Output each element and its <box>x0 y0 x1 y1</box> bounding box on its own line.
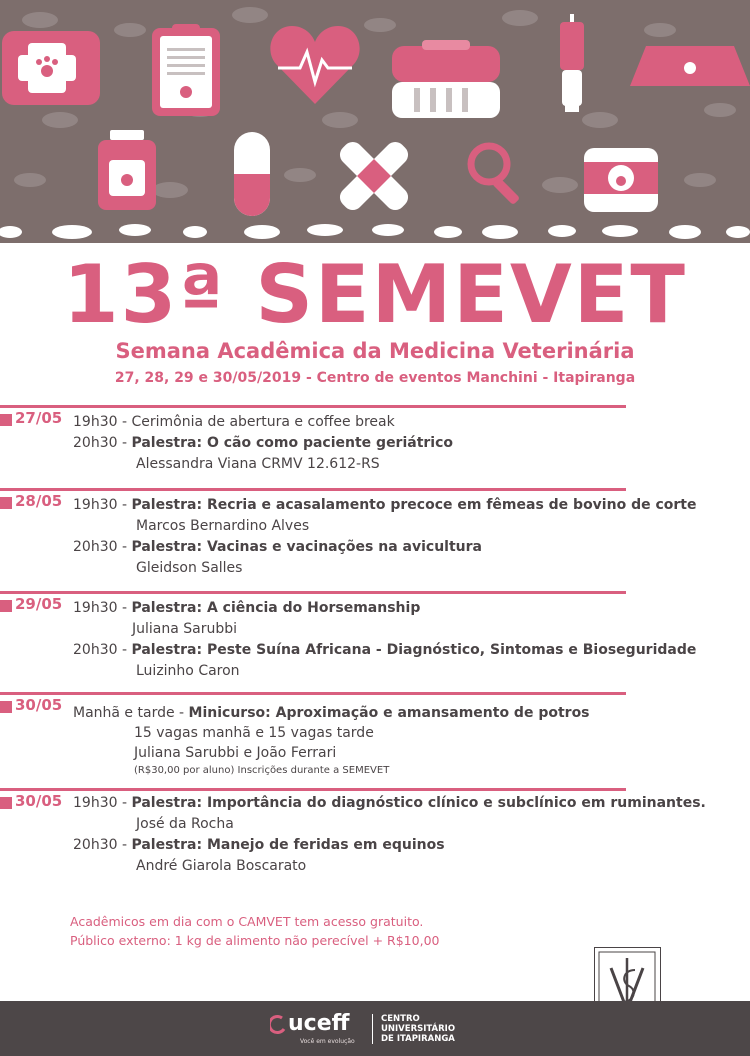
schedule-entry: 19h30 - Palestra: A ciência do Horsemanship <box>73 600 421 616</box>
schedule-entry: 20h30 - Palestra: Vacinas e vacinações na avicultura <box>73 539 482 555</box>
speaker-name: Juliana Sarubbi e João Ferrari <box>134 745 337 761</box>
event-title: 13ª SEMEVET <box>63 248 687 341</box>
header-banner <box>0 0 750 243</box>
pet-bed-icon <box>630 46 750 91</box>
medicine-bottle-icon <box>96 130 158 212</box>
speaker-name: José da Rocha <box>136 816 234 832</box>
note-line: Acadêmicos em dia com o CAMVET tem acesso gratuito. <box>70 914 424 929</box>
speaker-name: Marcos Bernardino Alves <box>136 518 310 534</box>
speaker-name: André Giarola Boscarato <box>136 858 307 874</box>
schedule-entry: 19h30 - Cerimônia de abertura e coffee break <box>73 414 395 430</box>
access-notes <box>70 912 439 950</box>
schedule-entry: 19h30 - Palestra: Importância do diagnóstico clínico e subclínico em ruminantes. <box>73 795 706 811</box>
schedule-entry: 20h30 - Palestra: Manejo de feridas em equinos <box>73 837 445 853</box>
speaker-name: Gleidson Salles <box>136 560 243 576</box>
speaker-name: Alessandra Viana CRMV 12.612-RS <box>136 456 380 472</box>
pet-food-can-icon <box>582 146 660 214</box>
first-aid-kit-icon <box>2 29 102 109</box>
speaker-name: Luizinho Caron <box>136 663 240 679</box>
uceff-logo-icon <box>270 1015 286 1035</box>
schedule-entry: Manhã e tarde - Minicurso: Aproximação e amansamento de potros <box>73 705 590 721</box>
schedule-entry: 19h30 - Palestra: Recria e acasalamento precoce em fêmeas de bovino de corte <box>73 497 697 513</box>
speaker-name: Juliana Sarubbi <box>132 621 238 637</box>
syringe-icon <box>555 14 591 114</box>
day-marker <box>0 701 12 713</box>
event-subtitle: Semana Acadêmica da Medicina Veterinária <box>115 339 635 363</box>
day-date: 30/05 <box>15 792 63 810</box>
animal-silhouettes-row <box>0 214 750 243</box>
pet-carrier-icon <box>392 40 502 120</box>
day-divider <box>0 692 626 695</box>
day-marker <box>0 414 12 426</box>
day-date: 29/05 <box>15 595 63 613</box>
capsule-icon <box>232 130 272 218</box>
day-date: 28/05 <box>15 492 63 510</box>
footer-bar <box>0 1001 750 1056</box>
day-divider <box>0 405 626 408</box>
schedule-entry: 20h30 - Palestra: O cão como paciente geriátrico <box>73 435 454 451</box>
magnifier-icon <box>465 140 525 208</box>
day-marker <box>0 600 12 612</box>
institution-name: CENTRO UNIVERSITÁRIO DE ITAPIRANGA <box>381 1014 456 1044</box>
day-marker <box>0 497 12 509</box>
bandage-icon <box>336 138 412 214</box>
day-divider <box>0 591 626 594</box>
note-line: Público externo: 1 kg de alimento não perecível + R$10,00 <box>70 933 440 948</box>
day-marker <box>0 797 12 809</box>
day-divider <box>0 788 626 791</box>
brand-name: uceff <box>288 1011 350 1036</box>
heartbeat-icon <box>270 22 360 106</box>
brand-tagline: Você em evolução <box>300 1038 355 1045</box>
day-divider <box>0 488 626 491</box>
course-info: 15 vagas manhã e 15 vagas tarde <box>134 725 374 741</box>
day-date: 30/05 <box>15 696 63 714</box>
clipboard-icon <box>150 22 222 118</box>
event-dateline: 27, 28, 29 e 30/05/2019 - Centro de eventos Manchini - Itapiranga <box>114 370 636 386</box>
footer-divider <box>372 1014 373 1044</box>
day-date: 27/05 <box>15 409 63 427</box>
schedule-entry: 20h30 - Palestra: Peste Suína Africana - Diagnóstico, Sintomas e Bioseguridade <box>73 642 697 658</box>
registration-note: (R$30,00 por aluno) Inscrições durante a SEMEVET <box>134 765 390 776</box>
